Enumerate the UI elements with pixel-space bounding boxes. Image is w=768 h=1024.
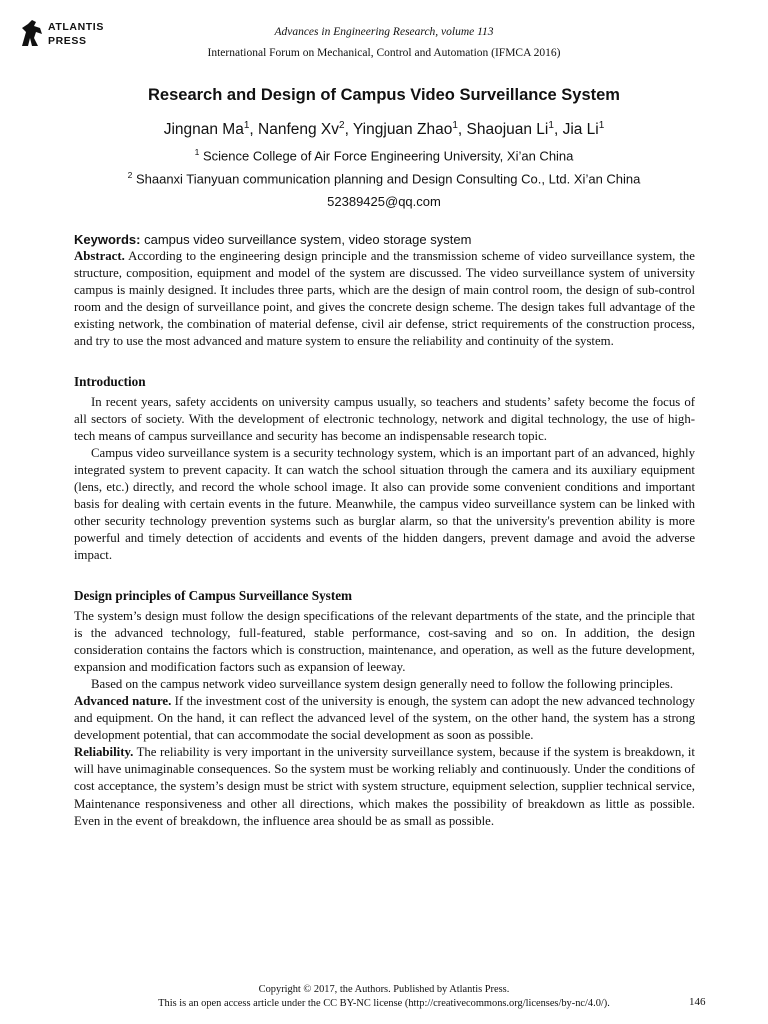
author: Nanfeng Xv$^2$,: [258, 120, 353, 139]
intro-paragraph-1: In recent years, safety accidents on university campus usually, so teachers and students’ safety become the focus of all sectors of society. With the development of electronic technology, network and digital technology, the use of high-tech means of campus surveillance and security has become an indispensable research topic.: [74, 394, 695, 443]
abstract: [74, 248, 695, 351]
keywords: [74, 231, 695, 248]
advanced-nature-label: Advanced nature.: [74, 693, 172, 708]
logo-line1: ATLANTIS: [48, 21, 104, 33]
section-heading-introduction: Introduction: [74, 373, 146, 389]
author: Jingnan Ma$^1$,: [163, 120, 259, 139]
forum-header: International Forum on Mechanical, Control and Automation (IFMCA 2016): [207, 47, 561, 59]
page-number: 146: [689, 996, 706, 1008]
author: Shaojuan Li$^1$,: [466, 120, 563, 139]
footer-license: This is an open access article under the CC BY-NC license (http://creativecommons.org/licenses/by-nc/4.0/).: [158, 998, 610, 1009]
author: Jia Li$^1$: [562, 120, 605, 139]
keywords-text: campus video surveillance system, video storage system: [144, 232, 472, 247]
advanced-nature-paragraph: Advanced nature. If the investment cost of the university is enough, the system can adopt the new advanced technology and equipment. On the hand, it can reflect the advanced level of the system, on the other hand, the system has a strong development potential, that can accommodate the social development as soon as possible.: [74, 693, 696, 743]
paper-body: [74, 231, 695, 830]
keywords-label: Keywords:: [74, 232, 141, 247]
paper-title: Research and Design of Campus Video Surveillance System: [148, 86, 620, 104]
design-paragraph-2: Based on the campus network video surveillance system design generally need to follow the following principles.: [91, 676, 674, 691]
design-paragraph-1: The system’s design must follow the design specifications of the relevant departments of the state, and the principle that is the advanced technology, full-featured, stable performance, cost-saving and so on. In addition, the design consideration contains the factors which is construction, maintenance, and operation, as well as the future development, expansion and modification factors such as expansion of leeway.: [74, 608, 695, 674]
reliability-label: Reliability.: [74, 745, 134, 760]
intro-paragraph-2: Campus video surveillance system is a security technology system, which is an important part of an advanced, highly integrated system to prevent capacity. It can watch the school situation through the camera and its auxiliary equipment (lens, etc.) directly, and record the whole school image. It also can provide some convenient conditions and important basis for dealing with certain events in the future. Meanwhile, the campus video surveillance system can be linked with other security technology prevention systems such as burglar alarm, so that the university's prevention ability is more powerful and timely detection of accidents and events of the hidden dangers, prevent damage and avoid the adverse impact.: [74, 445, 695, 563]
author-list: [0, 120, 768, 139]
journal-header: Advances in Engineering Research, volume 113: [274, 26, 494, 38]
author-email: 52389425@qq.com: [327, 194, 441, 209]
affiliation-1: $^1$ Science College of Air Force Engineering University, Xi’an China: [194, 147, 574, 164]
affiliation-2: $^2$ Shaanxi Tianyuan communication planning and Design Consulting Co., Ltd. Xi’an China: [127, 170, 641, 187]
section-heading-design-principles: Design principles of Campus Surveillance System: [74, 587, 353, 603]
footer-copyright: Copyright © 2017, the Authors. Published by Atlantis Press.: [258, 984, 510, 995]
abstract-text: According to the engineering design principle and the transmission scheme of video surveillance system, the structure, composition, equipment and model of the system are discussed. The video surveillance system of university campus is mainly designed. It includes three parts, which are the design of main control room, the design of sub-control room and the design of surveillance point, and gives the concrete design scheme. The design takes full advantage of the existing network, the combination of material defense, civil air defense, strict requirements of the construction process, and try to use the most advanced and mature system to ensure the reliability and continuity of the system.: [74, 249, 695, 349]
reliability-paragraph: Reliability. The reliability is very important in the university surveillance system, because if the system is breakdown, it will have unimaginable consequences. So the system must be working reliably and continuously. Under the conditions of cost acceptance, the system’s design must be strict with system structure, equipment selection, supplier technical service, Maintenance responsiveness and other all directions, which makes the possibility of breakdown as little as possible. Even in the event of breakdown, the influence area should be as small as possible.: [74, 745, 695, 828]
logo-line2: PRESS: [48, 35, 87, 47]
abstract-label: Abstract.: [74, 249, 125, 263]
author: Yingjuan Zhao$^1$,: [352, 120, 467, 139]
